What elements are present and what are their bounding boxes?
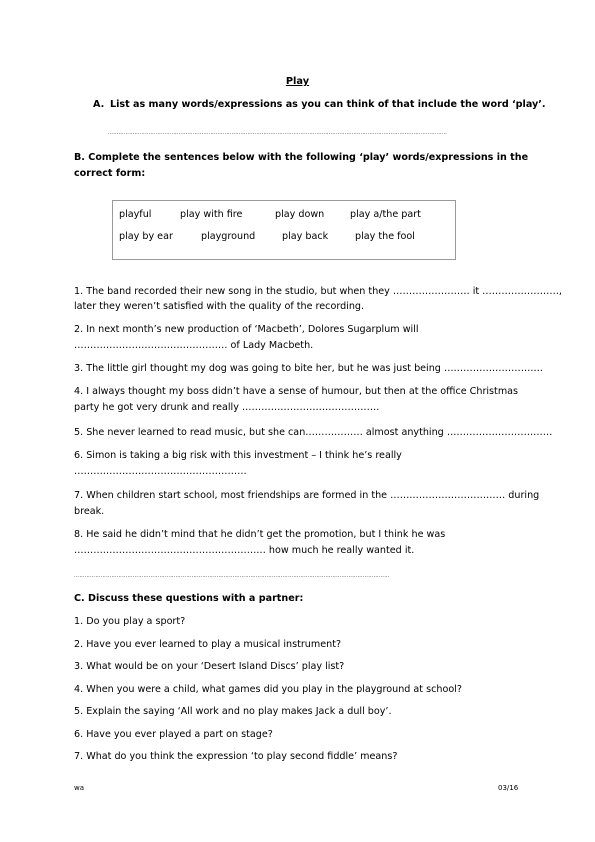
section-a-instruction: List as many words/expressions as you can think of that include the word ‘play’. [110,99,546,110]
question-2: 2. Have you ever learned to play a musical instrument? [74,639,342,650]
question-1: 1. Do you play a sport? [74,616,186,627]
question-7: 7. What do you think the expression ‘to play second fiddle’ means? [74,751,398,762]
sentence-5-line1: 5. She never learned to read music, but she can……………… almost anything …………………………… [74,427,553,438]
sentence-4-line2: party he got very drunk and really ……………………………………. [74,402,380,413]
sentence-7-line2: break. [74,506,105,517]
question-3: 3. What would be on your ‘Desert Island Discs’ play list? [74,661,345,672]
page-title: Play [285,76,310,87]
section-a-answer-line: ………………………………………………………………………………………………………………………………………………………………………… [108,130,448,136]
footer-right: 03/16 [498,784,519,792]
sentence-4-line1: 4. I always thought my boss didn’t have a sense of humour, but then at the office Christmas [74,386,519,397]
word-playground: playground [201,231,256,242]
sentence-8-line2: …………………………………………………… how much he really wanted it. [74,545,415,556]
word-playful: playful [119,209,152,220]
footer-left: wa [74,784,85,792]
sentence-8-line1: 8. He said he didn’t mind that he didn’t get the promotion, but I think he was [74,529,446,540]
question-4: 4. When you were a child, what games did you play in the playground at school? [74,684,462,695]
section-c-instruction: C. Discuss these questions with a partner: [74,593,304,604]
section-a-label: A. [93,99,105,110]
sentence-1-line2: later they weren’t satisfied with the quality of the recording. [74,301,365,312]
word-play-back: play back [282,231,329,242]
section-b-instruction-line1: B. Complete the sentences below with the following ‘play’ words/expressions in the [74,152,529,163]
section-b-answer-line: …………………………………………………………………………………………………………………………………………………………… [74,573,390,579]
word-play-the-part: play a/the part [350,209,421,220]
question-6: 6. Have you ever played a part on stage? [74,729,273,740]
word-play-with-fire: play with fire [180,209,243,220]
sentence-2-line2: ………………………………………… of Lady Macbeth. [74,340,314,351]
section-b-instruction-line2: correct form: [74,168,146,179]
word-play-the-fool: play the fool [355,231,415,242]
sentence-6-line2: ……………………………………………… [74,466,247,477]
sentence-1-line1: 1. The band recorded their new song in the studio, but when they …………………… it ……………………, [74,286,562,297]
sentence-6-line1: 6. Simon is taking a big risk with this investment – I think he’s really [74,450,402,461]
question-5: 5. Explain the saying ‘All work and no play makes Jack a dull boy’. [74,706,392,717]
sentence-3-line1: 3. The little girl thought my dog was going to bite her, but he was just being …………………………. [74,363,543,374]
word-play-by-ear: play by ear [119,231,173,242]
sentence-7-line1: 7. When children start school, most friendships are formed in the ……………………………… during [74,490,540,501]
word-play-down: play down [275,209,325,220]
sentence-2-line1: 2. In next month’s new production of ‘Macbeth’, Dolores Sugarplum will [74,324,419,335]
